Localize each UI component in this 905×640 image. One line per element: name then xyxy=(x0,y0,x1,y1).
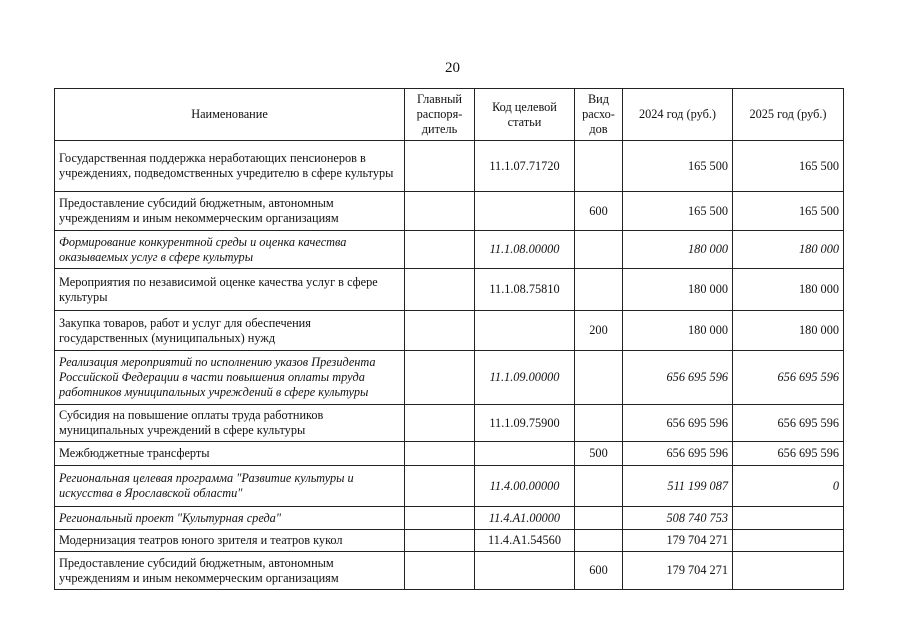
row-2024: 180 000 xyxy=(623,269,733,311)
header-row xyxy=(55,89,844,141)
table-row xyxy=(55,141,844,192)
header-main-administrator: Главный распоря-дитель xyxy=(405,89,475,141)
row-expense-type xyxy=(575,405,623,442)
row-code: 11.4.А1.54560 xyxy=(475,530,575,552)
row-2024: 179 704 271 xyxy=(623,530,733,552)
row-code: 11.4.00.00000 xyxy=(475,466,575,507)
row-administrator xyxy=(405,141,475,192)
table-row xyxy=(55,507,844,530)
row-administrator xyxy=(405,405,475,442)
row-expense-type xyxy=(575,530,623,552)
row-code: 11.1.09.75900 xyxy=(475,405,575,442)
row-name: Закупка товаров, работ и услуг для обеспечения государственных (муниципальных) нужд xyxy=(55,311,405,351)
header-expense-type: Вид расхо-дов xyxy=(575,89,623,141)
row-code: 11.4.А1.00000 xyxy=(475,507,575,530)
table-row xyxy=(55,466,844,507)
table-row xyxy=(55,192,844,231)
table-row xyxy=(55,530,844,552)
table-row xyxy=(55,269,844,311)
row-expense-type: 600 xyxy=(575,552,623,590)
row-2025 xyxy=(733,507,844,530)
row-code xyxy=(475,311,575,351)
row-expense-type xyxy=(575,351,623,405)
row-name: Формирование конкурентной среды и оценка качества оказываемых услуг в сфере культуры xyxy=(55,231,405,269)
table-row xyxy=(55,311,844,351)
row-name: Мероприятия по независимой оценке качества услуг в сфере культуры xyxy=(55,269,405,311)
row-2025: 165 500 xyxy=(733,192,844,231)
row-expense-type xyxy=(575,269,623,311)
table-row xyxy=(55,442,844,466)
row-administrator xyxy=(405,192,475,231)
row-expense-type: 200 xyxy=(575,311,623,351)
header-2025: 2025 год (руб.) xyxy=(733,89,844,141)
row-administrator xyxy=(405,311,475,351)
row-2024: 656 695 596 xyxy=(623,405,733,442)
row-expense-type: 600 xyxy=(575,192,623,231)
row-2025: 0 xyxy=(733,466,844,507)
row-2025: 656 695 596 xyxy=(733,405,844,442)
row-expense-type xyxy=(575,466,623,507)
row-name: Предоставление субсидий бюджетным, автономным учреждениям и иным некоммерческим организациям xyxy=(55,192,405,231)
row-name: Государственная поддержка неработающих пенсионеров в учреждениях, подведомственных учредителю в сфере культуры xyxy=(55,141,405,192)
row-administrator xyxy=(405,442,475,466)
row-name: Региональная целевая программа "Развитие культуры и искусства в Ярославской области" xyxy=(55,466,405,507)
row-name: Субсидия на повышение оплаты труда работников муниципальных учреждений в сфере культуры xyxy=(55,405,405,442)
row-code xyxy=(475,552,575,590)
row-2024: 508 740 753 xyxy=(623,507,733,530)
row-2025 xyxy=(733,552,844,590)
row-2024: 165 500 xyxy=(623,141,733,192)
row-code: 11.1.07.71720 xyxy=(475,141,575,192)
row-code: 11.1.08.00000 xyxy=(475,231,575,269)
row-administrator xyxy=(405,466,475,507)
row-2024: 656 695 596 xyxy=(623,442,733,466)
row-2024: 165 500 xyxy=(623,192,733,231)
row-2025 xyxy=(733,530,844,552)
row-administrator xyxy=(405,507,475,530)
budget-table xyxy=(54,88,844,590)
row-expense-type: 500 xyxy=(575,442,623,466)
row-administrator xyxy=(405,269,475,311)
row-name: Предоставление субсидий бюджетным, автономным учреждениям и иным некоммерческим организациям xyxy=(55,552,405,590)
row-2025: 180 000 xyxy=(733,231,844,269)
row-administrator xyxy=(405,231,475,269)
row-2025: 656 695 596 xyxy=(733,351,844,405)
header-name: Наименование xyxy=(55,89,405,141)
table-row xyxy=(55,552,844,590)
row-expense-type xyxy=(575,507,623,530)
row-2024: 180 000 xyxy=(623,231,733,269)
row-2024: 511 199 087 xyxy=(623,466,733,507)
row-name: Региональный проект "Культурная среда" xyxy=(55,507,405,530)
row-2025: 165 500 xyxy=(733,141,844,192)
row-expense-type xyxy=(575,141,623,192)
header-target-code: Код целевой статьи xyxy=(475,89,575,141)
row-2024: 656 695 596 xyxy=(623,351,733,405)
table-row xyxy=(55,231,844,269)
row-name: Реализация мероприятий по исполнению указов Президента Российской Федерации в части повышения оплаты труда работников муниципальных учреждений в сфере культуры xyxy=(55,351,405,405)
row-name: Модернизация театров юного зрителя и театров кукол xyxy=(55,530,405,552)
table-row xyxy=(55,405,844,442)
row-2024: 180 000 xyxy=(623,311,733,351)
table-row xyxy=(55,351,844,405)
row-2024: 179 704 271 xyxy=(623,552,733,590)
row-expense-type xyxy=(575,231,623,269)
row-2025: 180 000 xyxy=(733,311,844,351)
row-name: Межбюджетные трансферты xyxy=(55,442,405,466)
row-administrator xyxy=(405,530,475,552)
page-number: 20 xyxy=(445,60,460,76)
header-2024: 2024 год (руб.) xyxy=(623,89,733,141)
row-administrator xyxy=(405,351,475,405)
row-2025: 656 695 596 xyxy=(733,442,844,466)
row-code: 11.1.09.00000 xyxy=(475,351,575,405)
row-code: 11.1.08.75810 xyxy=(475,269,575,311)
row-code xyxy=(475,192,575,231)
row-2025: 180 000 xyxy=(733,269,844,311)
row-administrator xyxy=(405,552,475,590)
row-code xyxy=(475,442,575,466)
